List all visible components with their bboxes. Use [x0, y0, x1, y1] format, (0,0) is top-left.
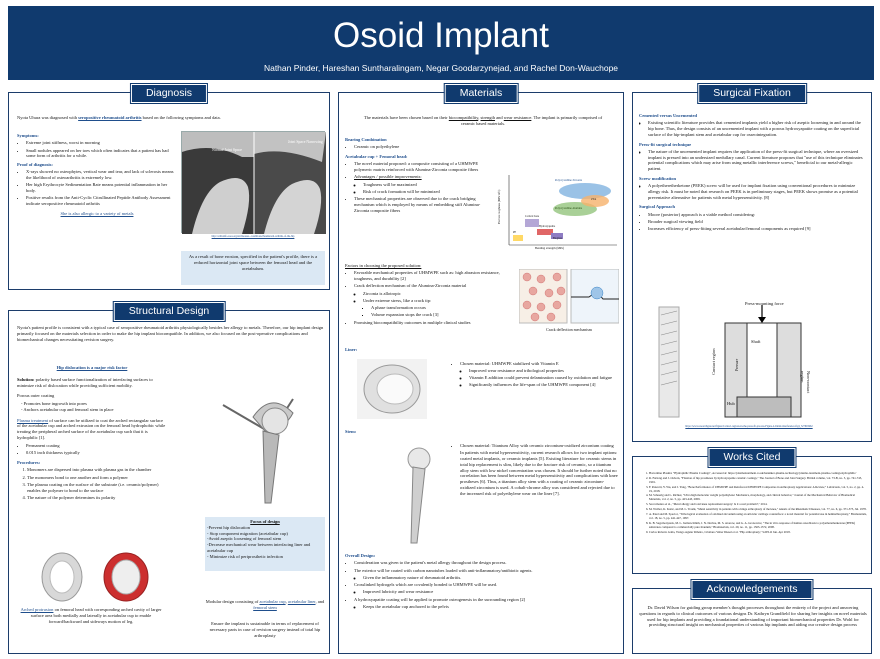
factor-sub-item: ◦ Zirconia is allotropic: [363, 291, 515, 297]
chart-label: ZTA: [591, 198, 597, 201]
structural-intro: Nyota's patient profile is consistent with a typical case of seropositive rheumatoid arthritis physiologically besides her allergy to metals. Therefore, our hip implant design primarily focused on the materials selection in order to make the hip implant biocompatible. In addition, we also focused on the post-operative complications and biomechanical changes necessitating revision surgery.: [17, 325, 324, 342]
stem-heading: Stem:: [345, 429, 357, 434]
plasma-text: of surface can be utilized to coat the arched rectangular surface of the acetabular cup and arched extrusion on the femoral head hydrophobic while treating the peripheral arched surface of the acetabular cup such that it is hydrophilic [1].: [17, 417, 166, 440]
bearing-heading: Bearing Combination: [345, 137, 387, 142]
procedure-item: 4. The nature of the polymer determines its polarity: [27, 495, 167, 501]
stem-paragraph: In patients with metal hypersensitivity, current research allows for two implant options: coated metal implants, or ceramic implants [5]. Existing literature for ceramic stems in total hip replacement is slim, likely due to the fracture risk of ceramic, so a titanium alloy stem with low nickel concentration was chosen. It should be further noted that no correlation has been found between metal hypersensitivity and complications with knee prostheses [6]. Thus, a titanium alloy stem with a coating of ceramic zirconium-oxidized zirconium is used. A cobalt-chrome alloy was considered and rejected due to the increased risk of polyethylene wear on the liner [7].: [460, 450, 618, 496]
allergy-link[interactable]: She is also allergic to a variety of metals: [60, 210, 134, 216]
ack-panel: [632, 583, 872, 654]
fixation-text: [639, 113, 867, 291]
stem-item: • Chosen material: Titanium Alloy with ceramic zirconium-oxidized zirconium coating: [460, 443, 619, 449]
acet-item: • These mechanical properties are observed due to the crack bridging mechanism which is employed by means of embedding stiff Alumina-Zirconia composite fibers: [354, 196, 493, 213]
diagnosis-intro: [17, 115, 329, 127]
focus-item: - Stop component migration (acetabular cup): [207, 530, 288, 536]
pressfit-diagram: [655, 301, 843, 423]
overall-heading: Overall Design:: [345, 553, 376, 558]
xray-drawing: [182, 132, 326, 234]
factors-section: [345, 263, 515, 343]
pressfit-item: ◦ The nature of the uncemented implant requires the application of the press-fit surgical technique, where an oversized implant is pressed into an undersized medullary canal. Current literature proposes that "use of this technique eliminates potential complications which may arise from using metallic interference screws," beneficial to our metal-allergic patient.: [648, 149, 867, 172]
structural-panel: [8, 305, 330, 654]
chart-label: Cortical bone: [525, 215, 540, 218]
symptoms-heading: Symptoms:: [17, 133, 39, 138]
stem-text: [451, 441, 619, 547]
overall-sub-item: ◦ Keeps the acetabular cup anchored to the pelvis: [363, 604, 621, 610]
diagnosis-link[interactable]: seropositive rheumatoid arthritis: [78, 115, 142, 120]
solution-text: polarity based surface functionalization of interfacing surfaces to minimize risk of dislocation while providing sufficient mobility.: [17, 376, 153, 388]
focus-box: [205, 517, 325, 571]
cemented-heading: Cemented versus Uncemented: [639, 113, 697, 118]
fixation-title: Surgical Fixation: [698, 84, 806, 103]
chart-label: Hydroxyapatite: [539, 225, 556, 228]
acet-heading: Acetabular cup + Femoral head:: [345, 154, 408, 159]
approach-heading: Surgical Approach: [639, 204, 676, 210]
acetabular-liner-link[interactable]: acetabular liner: [287, 599, 316, 604]
ensure-text: Ensure the implant is sustainable in terms of replacement of necessary parts in case of revision surgery instead of total hip arthroplasty: [209, 621, 321, 638]
focus-heading: Focus of design: [250, 519, 280, 524]
hub-label: Hub: [727, 401, 735, 406]
procedures-heading: Procedures:: [17, 459, 41, 465]
materials-title: Materials: [445, 84, 518, 103]
poster-title: Osoid Implant: [333, 16, 549, 55]
liner-text: [451, 359, 619, 429]
factor-item: Crack deflection mechanism of the Alumina-Zirconia material: [354, 283, 467, 289]
liner-sub-item: ◦ Significantly influences the life-span of the UHMWPE component [4]: [469, 382, 619, 388]
porous-heading: Porous outer coating: [17, 393, 55, 399]
proof-item: • X-rays showed no osteophytes, vertical wear and tear, and lack of sclerosis means the likelihood of osteoarthritis is extremely low.: [26, 169, 177, 181]
intro-b: ,: [478, 115, 481, 120]
screw-heading: Screw modification: [639, 175, 677, 181]
procedure-item: 3. The plasma coating on the surface of the substrate (i.e. ceramic/polymer) enables the polymer to bond to the surface: [27, 482, 167, 494]
factor-sub2-item: ▪ Volume expansion stops the crack [3]: [371, 312, 515, 318]
proof-heading: Proof of diagnosis:: [17, 162, 53, 167]
reference-item: 4. M. Scheerig and L. Richter, "Ultra high molecular weight polyethylene: Mechanics, morphology, and clinical behavior," Journal of the Mechanical Behavior of Biomedical Materials, vol. 2, no. 5, pp. 423-443, 2009.: [649, 494, 867, 502]
advantage-item: ◦ Toughness will be maximized: [363, 182, 493, 188]
stem-heading-wrap: [345, 429, 385, 439]
chart-label: PE: [513, 231, 517, 234]
materials-acet: [345, 137, 493, 261]
chart-label: Bioglass: [553, 237, 562, 240]
approach-item: • Moore (posterior) approach is a viable method considering:: [648, 212, 867, 218]
liner-render: [357, 359, 427, 419]
wear-resistance-link[interactable]: wear resistance: [503, 115, 532, 120]
proof-item: • Her high Erythrocyte Sedimentation Rate means potential inflammation in her body.: [26, 182, 177, 194]
intro-text-end: based on the following symptoms and data.: [141, 115, 221, 120]
overall-sub-item: ◦ Given the inflammatory nature of rheumatoid arthritis.: [363, 575, 621, 581]
approach-sub-item: • Broader surgical viewing field: [648, 219, 867, 225]
chart-xlabel: Bending strength (MPa): [535, 246, 564, 250]
diagnosis-title: Diagnosis: [131, 84, 207, 103]
chart-label: Polycrystalline Alumina: [555, 207, 583, 210]
risk-heading: Hip dislocation is a major risk factor: [56, 365, 128, 370]
chart-label: Polycrystalline Zirconia: [555, 179, 582, 182]
overall-item: The exterior will be coated with carbon nanotubes loaded with anti-inflammatory/antibiotic agents.: [354, 567, 533, 573]
shaft-label: Shaft: [751, 339, 761, 344]
strength-link[interactable]: strength: [480, 115, 496, 120]
modular-pre: Modular design consisting of: [205, 599, 260, 604]
acetabular-cup-link[interactable]: acetabular cup: [259, 599, 286, 604]
liner-sub-item: ◦ Vitamin E addition could prevent delamination caused by oxidation and fatigue: [469, 375, 619, 381]
intro-a: The materials have been chosen based on their: [363, 115, 449, 120]
liner-heading: Liner:: [345, 347, 358, 352]
femoral-stem-link[interactable]: femoral stem: [253, 604, 277, 610]
reference-item: 5. Saccomanno et al., "Metal allergy and total knee replacement surgery: Is it a real problem?," 2014.: [649, 503, 867, 507]
focus-item: -Prevent hip dislocation: [207, 524, 250, 530]
materials-intro: [363, 115, 603, 129]
ack-text: Dr. David Wilson for guiding group member's thought processes throughout the entirety of the project and answering questions in regards to clinical outcomes of various designs Dr. Kathryn Grandfield for sharing her insights on novel materials used for hip implants and providing a foundational understanding of important biomechanical properties Dr. Wohl for providing structural insight on mechanical properties of various hip implants and aiding our creative design process: [639, 605, 867, 628]
reference-item: 9. Carlos Roberto Galia, Tiango Aguiar Ribeiro, Cristiano Valter Diesel et al. "Hip arthroplasty," SciELO Jun. Apr 2018.: [649, 531, 867, 535]
structural-title: Structural Design: [114, 302, 225, 321]
diagnosis-panel: [8, 87, 330, 290]
toughness-chart: [495, 171, 619, 255]
modular-sep: , and: [315, 599, 325, 604]
overall-item: • Consideration was given to the patient's metal allergy throughout the design process.: [354, 560, 621, 566]
toughness-chart-svg: [495, 171, 619, 255]
intro-text: Nyota Uhura was diagnosed with: [17, 115, 79, 120]
modular-text: [205, 599, 325, 613]
works-panel: [632, 451, 872, 574]
procedure-item: 2. The monomers bond to one another and form a polymer: [27, 475, 167, 481]
proof-item: • Positive results from the Anti-Cyclic Citrullinated Peptide Antibody Assessment indicate seropositive rheumatoid arthritis: [26, 195, 177, 207]
pressfit-heading: Press-fit surgical technique: [639, 141, 692, 147]
biocompatibility-link[interactable]: biocompatibility: [448, 115, 479, 120]
intro-d: . The implant is primarily comprised of ceramic based materials.: [460, 115, 603, 126]
xray-label-narrowing: Joint Space Narrowing: [288, 140, 323, 144]
xray-label-normal: Normal Joint Space: [212, 148, 242, 152]
overall-sub-item: ◦ Improved lubricity and wear resistance: [363, 589, 621, 595]
implant-render: [205, 373, 325, 513]
focus-item: - Minimize risk of periprosthetic infection: [207, 553, 283, 559]
reference-item: 6. M. Wolber, K. Kurtz, and M. L. Traalk, "Metal sensitivity in patients with a hinge arthroplasty of the knee," Annals of the Rheumatic Diseases, vol. 77, no. 6, pp. 371-375, Jul. 1978.: [649, 508, 867, 512]
crack-caption: Crack deflection mechanism: [546, 327, 592, 332]
poster-header: [8, 6, 874, 80]
cemented-item: ◦ Existing scientific literature provides that cemented implants yield a higher risk of aseptic loosening in and around the hip bone. Thus, the design consists of an uncemented implant with a porous hydroxyapatite coating on the superficial surface of the hip-implant stem and acetabular cup for osseointegration.: [648, 120, 867, 137]
porous-item: - Anchors acetabular cup and femoral stem in place: [21, 406, 114, 412]
crack-image: [519, 269, 619, 325]
noncontact-label: Non-contact region: [800, 371, 811, 394]
ack-title: Acknowledgements: [691, 580, 812, 599]
plasma-link[interactable]: Plasma treatment: [17, 417, 49, 423]
force-label: Press-mounting force: [745, 301, 784, 306]
bearing-item: • Ceramic on polyethylene: [354, 144, 493, 150]
materials-panel: [338, 87, 624, 654]
factor-item: • Favorable mechanical properties of UHMWPE such as: high abrasion resistance, toughness, and durability [2]: [354, 270, 515, 282]
authors: Nathan Pinder, Hareshan Suntharalingam, Negar Goodarzynejad, and Rachel Don-Wauchope: [263, 63, 619, 73]
screw-item: ◦ A polyetheretherketone (PEEK) screw will be used for implant fixation using conventional procedures to minimize allergy risk. It must be noted that research on PEEK is in preliminary stages, but PEEK shows promise as a potential preventative alternative for patients with metal hypersensitivity. [8]: [648, 183, 867, 200]
stem-render: [379, 443, 445, 547]
reference-item: 2. R. Furlong and J. Osborn, "Fixation of hip prostheses by hydroxyapatite ceramic coatings," The Journal of Bone and Joint Surgery. British volume, vol. 73-B, no. 5, pp. 741-745, 1991.: [649, 477, 867, 485]
liner-sub-item: ◦ Improved wear resistance and tribological properties: [469, 368, 619, 374]
advantage-item: ◦ Risk of crack formation will be minimized: [363, 189, 493, 195]
reference-item: 3. F. Pezzotti, Y. Wu, and J. Yang, "Bone Performance of UHMWPE and Reinforced UHMWPE Composites in Arthroplasty Applications: A Review," Lubricants, vol. 5, no. 2, pp. 4-19, 2018.: [649, 486, 867, 494]
symptom-item: • Small nodules appeared on her toes which often indicates that a patient has had some form of arthritis for a while.: [26, 148, 177, 160]
pressure-label: Pressure: [735, 358, 739, 371]
factor-item: • Promising biocompatibility outcomes in multiple clinical studies: [354, 320, 515, 326]
symptom-item: • Extreme joint stiffness, worst in morning: [26, 140, 177, 146]
reference-item: 1. Hortonline Plasma: "Hydrophilic Plasma Coatings", Accessed at: https://plasmatreatment.co.uk/henniker-plasma-technology/plasma-treatment-plasma-coatings-hydrophilic/: [649, 472, 867, 476]
plasma-item: • 0.015 inch thickness typically: [26, 450, 167, 456]
overall-section: [345, 553, 621, 649]
cup-render-2: [101, 549, 151, 605]
advantages-heading: Advantages / possible improvements:: [354, 174, 422, 180]
intro-c: and: [495, 115, 504, 120]
diagnosis-text: [17, 133, 177, 283]
overall-item: A hydroxyapatite coating will be applied to promote osteogenesis in the surrounding region [2]: [354, 596, 526, 602]
factor-sub-item: Under extreme stress, like a crack tip:: [363, 297, 432, 303]
chart-ylabel: Fracture toughness (MPa·m½): [498, 189, 502, 224]
protrusion-text: [17, 607, 165, 653]
approach-sub-item: • Increases efficiency of press-fitting several acetabular/femoral components as required [9]: [648, 226, 867, 232]
protrusion-desc: on femoral head with corresponding arched cavity of larger surface area both medially and laterally in acetabular cup to enable forward/backward and sideways motion of leg.: [30, 607, 162, 624]
protrusion-link[interactable]: Arched protrusion: [20, 607, 54, 612]
overall-item: Crosslinked hydrogels which are covalently bonded to UHMWPE will be used.: [354, 582, 498, 587]
diagram-source-link[interactable]: https://www.researchgate.net/figure/Contact-regions-in-the-press-fit-process-Figure-4-Initial-interference-fig4_327693462: [685, 425, 813, 428]
diagnosis-callout: As a result of bone erosion, specified in the patient's profile, there is a reduced horizontal joint space between the femoral head and the acetabulum.: [181, 251, 325, 285]
works-list: [639, 471, 867, 571]
fixation-panel: [632, 87, 872, 442]
focus-item: -Decrease mechanical wear between interfacing liner and acetabular cup: [207, 542, 311, 553]
liner-item: Chosen material: UHMWPE stabilized with Vitamin E: [460, 360, 559, 366]
works-title: Works Cited: [709, 448, 796, 467]
porous-item: - Promotes bone ingrowth into pores: [21, 401, 87, 406]
reference-item: 7. A. Patel and M. Spector, "Tribological evaluation of oxidized zirconium using an articular cartilage counterface: a novel material for potential use in hemiarthroplasty," Biomaterials, vol. 18, no. 5, pp. 441-447, 1997.: [649, 513, 867, 521]
procedure-item: 1. Monomers are dispersed into plasma with plasma gas in the chamber: [27, 467, 167, 473]
cup-render-1: [39, 549, 85, 605]
contact-label: Contact region: [711, 348, 716, 375]
focus-item: -Avoid aseptic loosening of femoral stem: [207, 536, 282, 542]
reference-item: 8. K. B. Sagomonyants, M. L. Jarman-Smith, J. N. Devine, M. S. Aronow, and G. A. Gronowicz, "The in vitro response of human osteoblasts to polyetheretherketone (PEEK) substrates compared to commercially pure titanium," Biomaterials, vol. 29, no. 11, pp. 1563-1572, 2008.: [649, 522, 867, 530]
plasma-item: • Permanent coating: [26, 443, 167, 449]
xray-image: [181, 131, 325, 233]
modular-sep: ,: [285, 599, 288, 604]
factors-heading: Factors in choosing the proposed solution:: [345, 263, 422, 268]
acet-item: • The novel material proposed: a composite consisting of a UHMWPE polymeric matrix reinforced with Alumina-Zirconia composite fibers: [354, 161, 493, 173]
factor-sub2-item: ▪ A phase transformation occurs: [371, 305, 515, 311]
solution-label: Solution:: [17, 376, 35, 382]
xray-source-link[interactable]: http://orthoinfo.aaos.org/en/diseases--conditions/rheumatoid-arthritis-of-the-hip: [211, 235, 295, 238]
